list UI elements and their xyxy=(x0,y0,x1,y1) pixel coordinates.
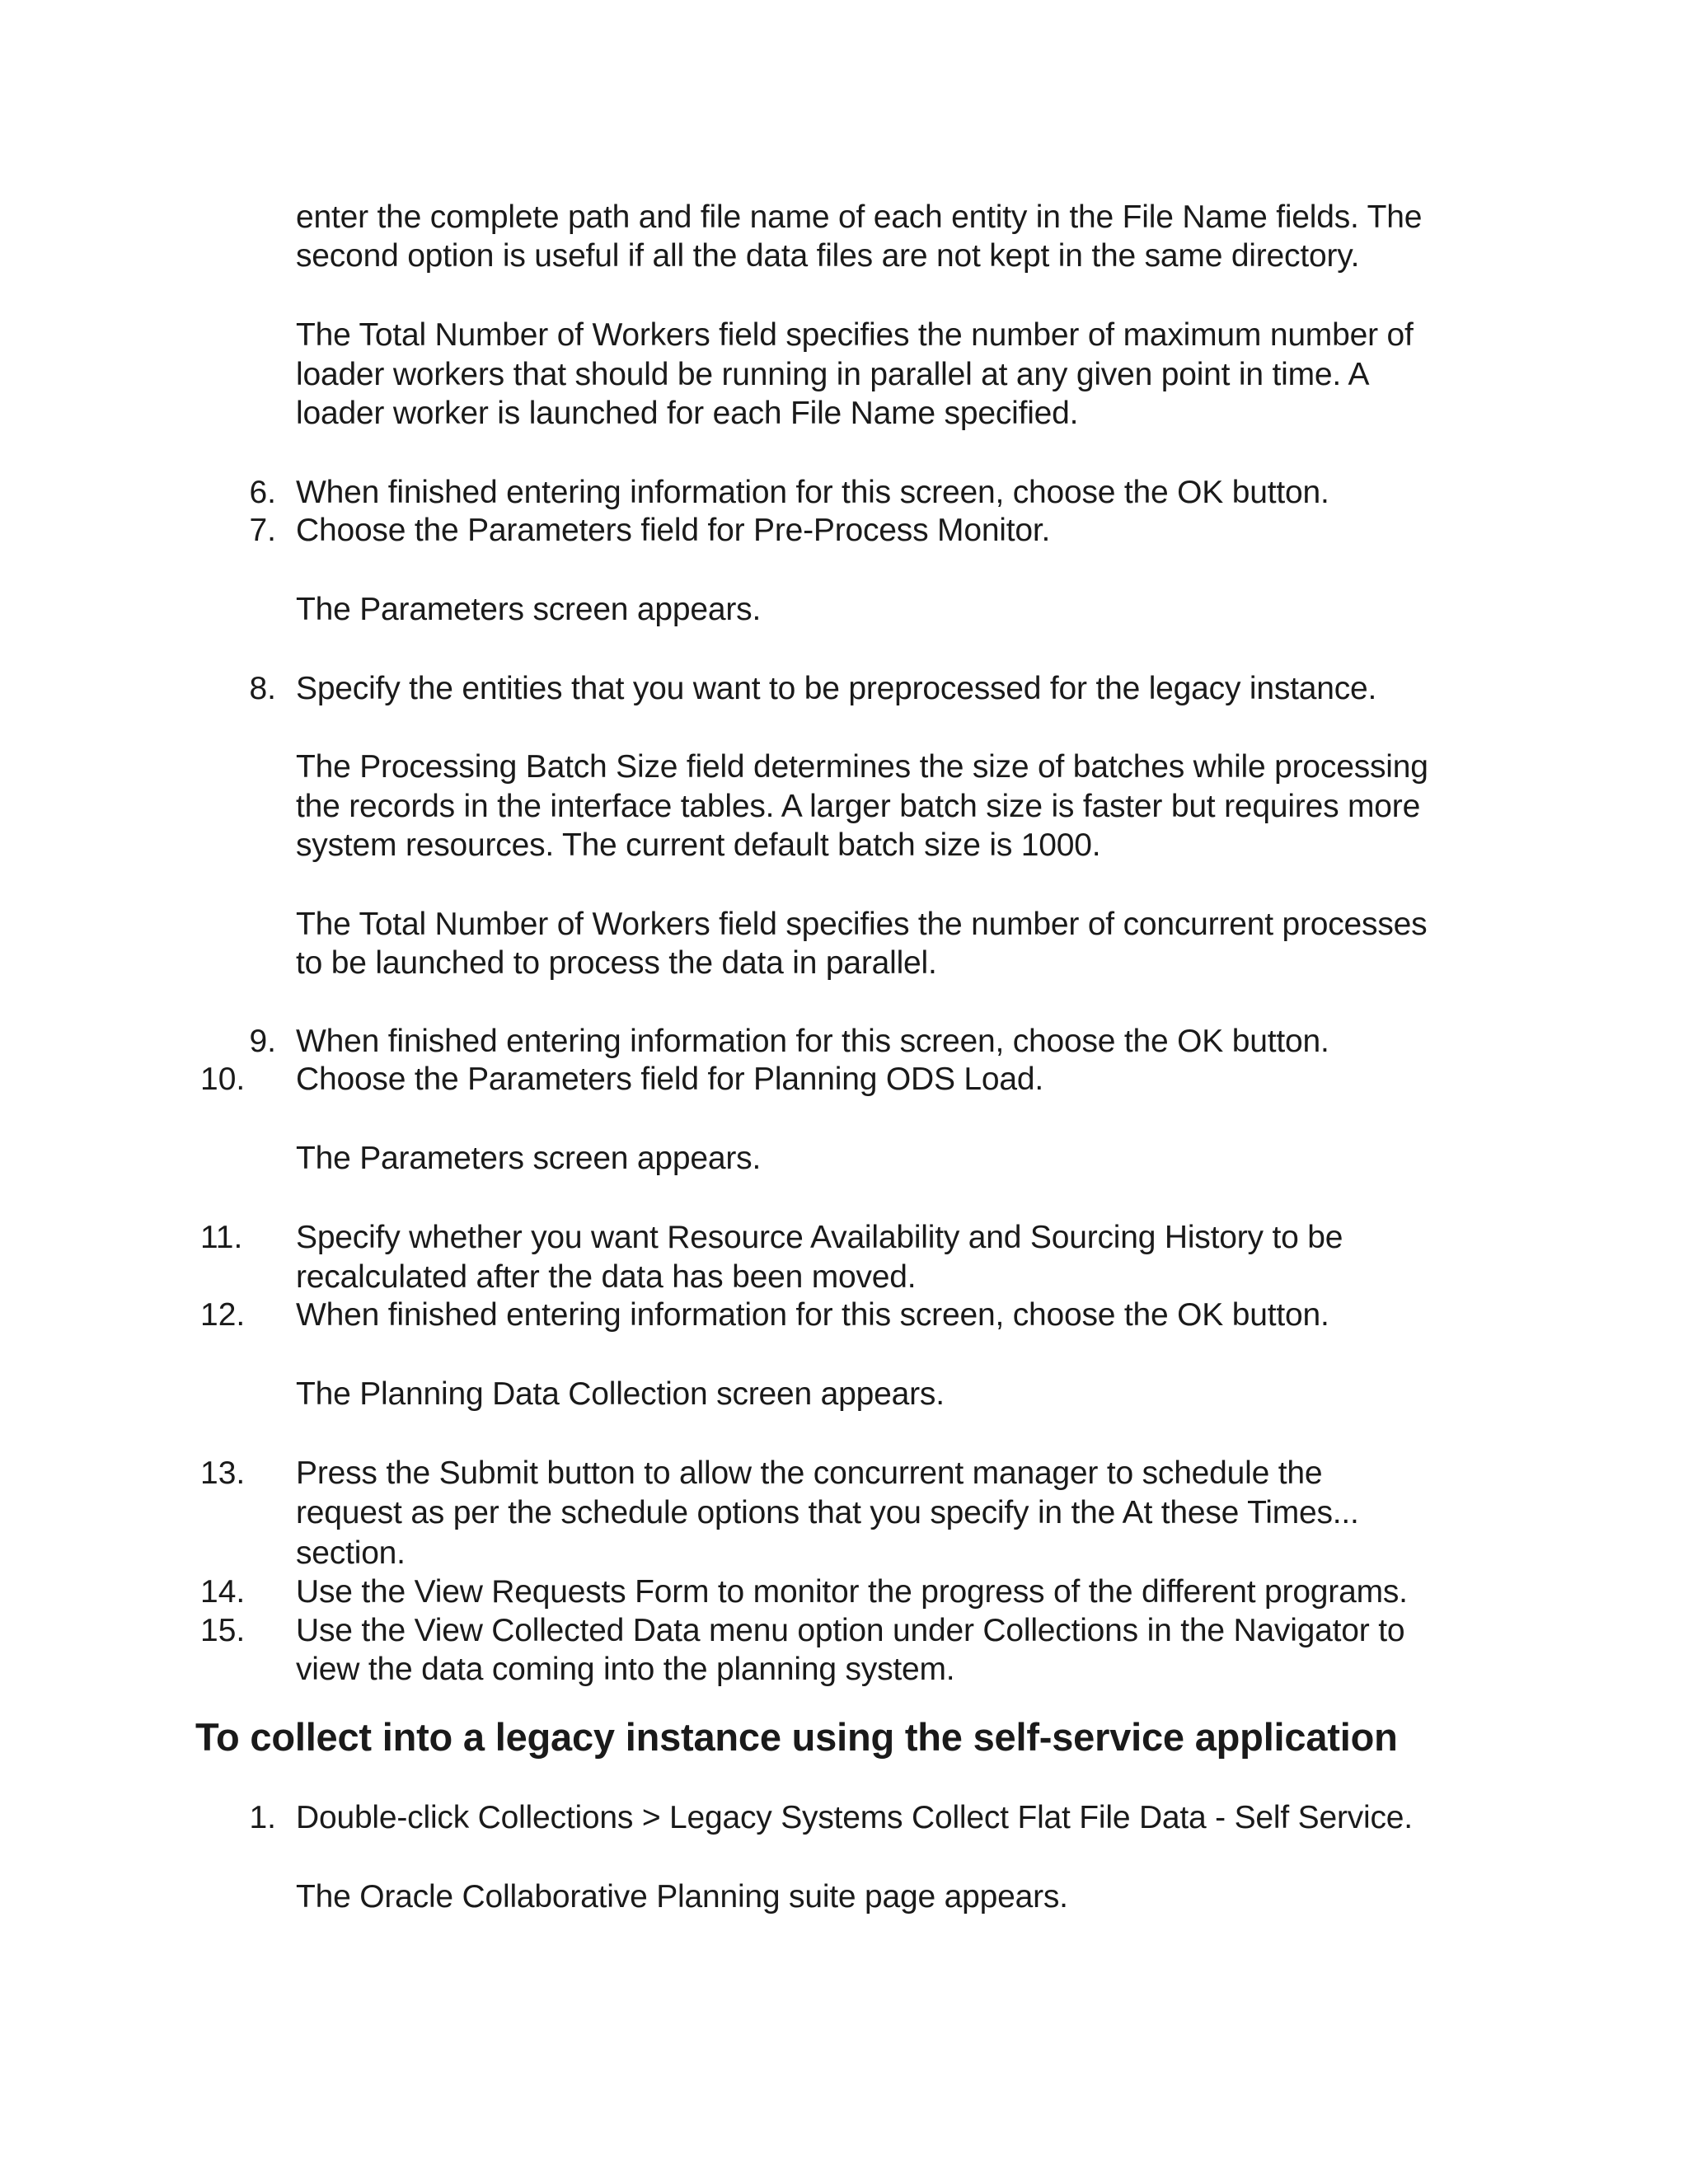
step-8-number: 8. xyxy=(249,671,276,706)
step-12-text: When finished entering information for this screen, choose the OK button. xyxy=(296,1297,1329,1333)
intro-p1-line-2: second option is useful if all the data files are not kept in the same directory. xyxy=(296,238,1360,274)
step-14-number: 14. xyxy=(200,1574,246,1610)
step-11-text-line-2: recalculated after the data has been moved. xyxy=(296,1259,917,1295)
step-8-note2-line-1: The Total Number of Workers field specifies the number of concurrent processes xyxy=(296,907,1428,942)
step-8-note1-line-3: system resources. The current default batch size is 1000. xyxy=(296,827,1101,863)
section2-step-1-text: Double-click Collections > Legacy Systems Collect Flat File Data - Self Service. xyxy=(296,1800,1413,1835)
step-15-text-line-2: view the data coming into the planning system. xyxy=(296,1652,955,1687)
step-6-number: 6. xyxy=(249,475,276,510)
step-11-text-line-1: Specify whether you want Resource Availability and Sourcing History to be xyxy=(296,1220,1343,1255)
section2-step-1-note: The Oracle Collaborative Planning suite page appears. xyxy=(296,1879,1068,1915)
intro-p2-line-1: The Total Number of Workers field specifies the number of maximum number of xyxy=(296,317,1414,353)
step-7-text: Choose the Parameters field for Pre-Process Monitor. xyxy=(296,513,1051,548)
step-11-number: 11. xyxy=(200,1220,243,1255)
step-8-note1-line-2: the records in the interface tables. A larger batch size is faster but requires more xyxy=(296,789,1421,824)
section2-step-1-number: 1. xyxy=(249,1800,276,1835)
step-15-text-line-1: Use the View Collected Data menu option under Collections in the Navigator to xyxy=(296,1613,1405,1648)
intro-p2-line-2: loader workers that should be running in parallel at any given point in time. A xyxy=(296,357,1370,392)
step-15-number: 15. xyxy=(200,1613,246,1648)
step-7-note: The Parameters screen appears. xyxy=(296,592,762,627)
step-7-number: 7. xyxy=(249,513,276,548)
intro-p1-line-1: enter the complete path and file name of each entity in the File Name fields. The xyxy=(296,199,1423,235)
step-13-text-line-1: Press the Submit button to allow the concurrent manager to schedule the xyxy=(296,1455,1323,1491)
step-10-number: 10. xyxy=(200,1062,246,1097)
step-8-note2-line-2: to be launched to process the data in parallel. xyxy=(296,945,937,981)
step-13-text-line-3: section. xyxy=(296,1535,406,1571)
section-heading: To collect into a legacy instance using the self-service application xyxy=(195,1715,1398,1759)
step-13-number: 13. xyxy=(200,1455,246,1491)
step-10-note: The Parameters screen appears. xyxy=(296,1141,762,1176)
step-8-text: Specify the entities that you want to be preprocessed for the legacy instance. xyxy=(296,671,1377,706)
step-14-text: Use the View Requests Form to monitor the progress of the different programs. xyxy=(296,1574,1408,1610)
step-9-number: 9. xyxy=(249,1024,276,1059)
step-9-text: When finished entering information for this screen, choose the OK button. xyxy=(296,1024,1329,1059)
step-8-note1-line-1: The Processing Batch Size field determines the size of batches while processing xyxy=(296,749,1428,785)
step-12-note: The Planning Data Collection screen appears. xyxy=(296,1376,945,1412)
step-12-number: 12. xyxy=(200,1297,246,1333)
step-6-text: When finished entering information for this screen, choose the OK button. xyxy=(296,475,1329,510)
step-10-text: Choose the Parameters field for Planning ODS Load. xyxy=(296,1062,1044,1097)
intro-p2-line-3: loader worker is launched for each File Name specified. xyxy=(296,396,1079,431)
step-13-text-line-2: request as per the schedule options that you specify in the At these Times... xyxy=(296,1495,1359,1530)
